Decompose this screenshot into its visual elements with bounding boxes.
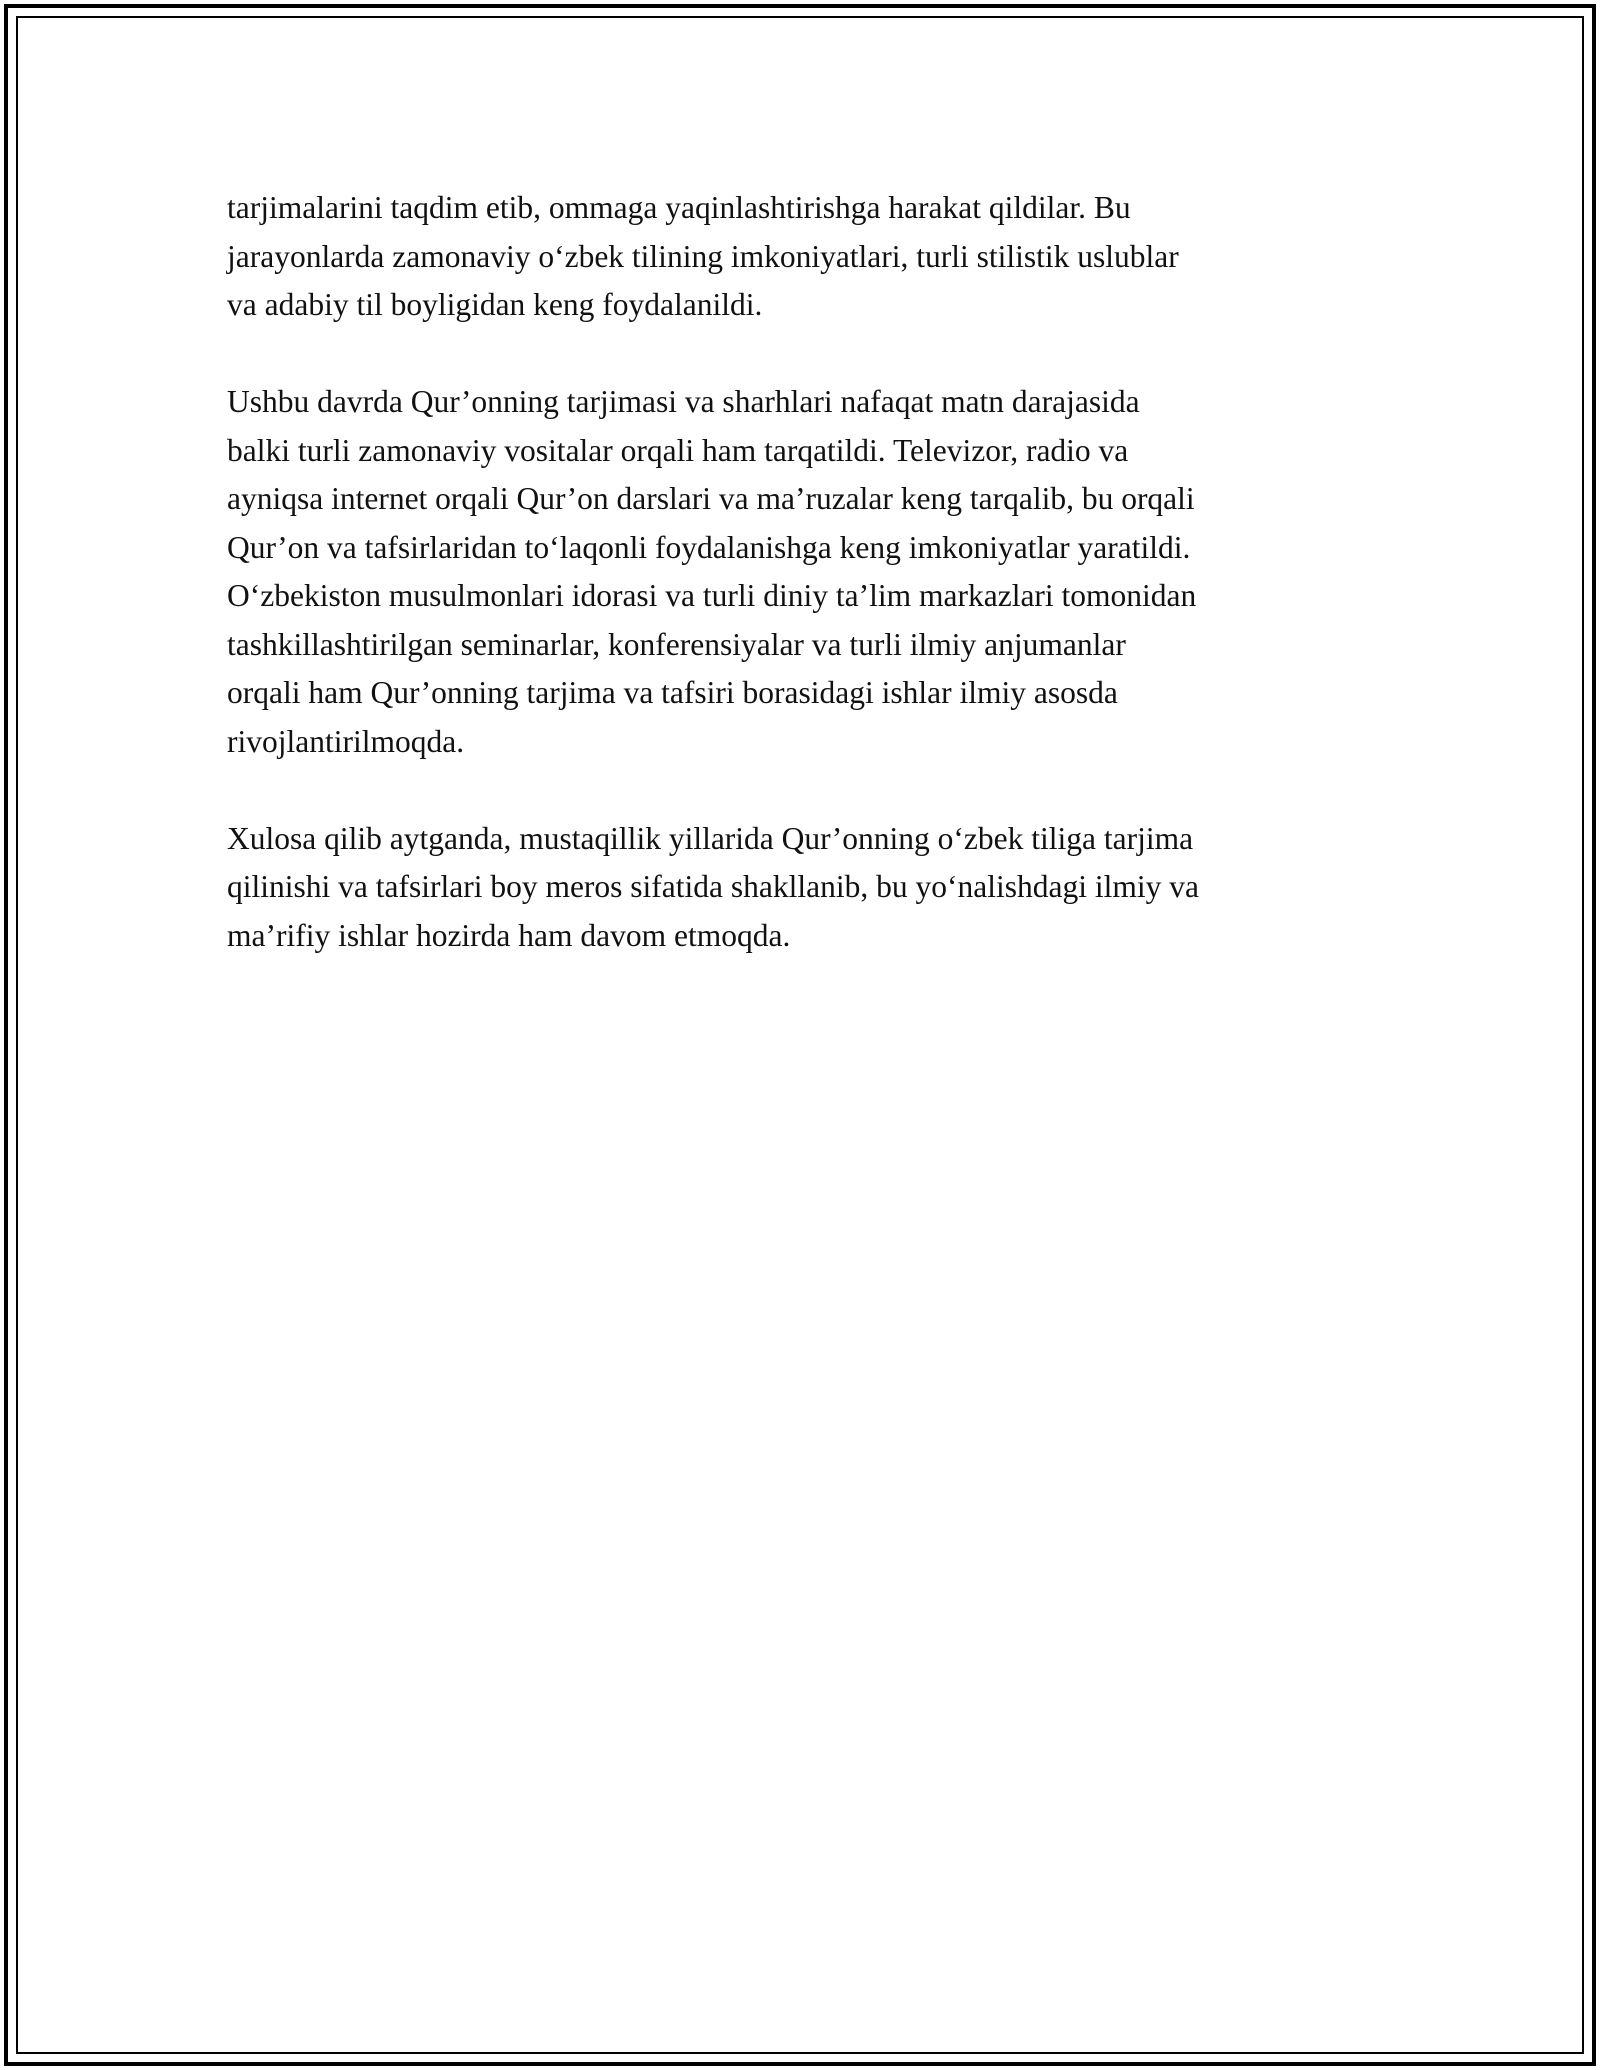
document-body — [227, 184, 1387, 1009]
text-line: O‘zbekiston musulmonlari idorasi va turli diniy ta’lim markazlari tomonidan — [227, 578, 1197, 613]
text-line: Ushbu davrda Qur’onning tarjimasi va sharhlari nafaqat matn darajasida — [227, 384, 1140, 419]
text-line: jarayonlarda zamonaviy o‘zbek tilining imkoniyatlari, turli stilistik uslublar — [227, 238, 1179, 274]
text-line: ayniqsa internet orqali Qur’on darslari va ma’ruzalar keng tarqalib, bu orqali — [227, 481, 1195, 516]
text-line: ma’rifiy ishlar hozirda ham davom etmoqda. — [227, 917, 791, 953]
text-line: Xulosa qilib aytganda, mustaqillik yillarida Qur’onning o‘zbek tiliga tarjima — [227, 820, 1194, 856]
paragraph-3 — [227, 815, 1387, 961]
text-line: rivojlantirilmoqda. — [227, 723, 465, 759]
text-line: qilinishi va tafsirlari boy meros sifatida shakllanib, bu yo‘nalishdagi ilmiy va — [227, 869, 1199, 904]
text-line: tarjimalarini taqdim etib, ommaga yaqinlashtirishga harakat qildilar. Bu — [227, 190, 1131, 225]
text-line: Qur’on va tafsirlaridan to‘laqonli foydalanishga keng imkoniyatlar yaratildi. — [227, 529, 1191, 565]
text-line: tashkillashtirilgan seminarlar, konferensiyalar va turli ilmiy anjumanlar — [227, 626, 1126, 662]
text-line: orqali ham Qur’onning tarjima va tafsiri borasidagi ishlar ilmiy asosda — [227, 675, 1118, 710]
paragraph-2 — [227, 378, 1387, 766]
paragraph-1 — [227, 184, 1387, 330]
text-line: va adabiy til boyligidan keng foydalanildi. — [227, 287, 763, 322]
text-line: balki turli zamonaviy vositalar orqali ham tarqatildi. Televizor, radio va — [227, 432, 1129, 468]
